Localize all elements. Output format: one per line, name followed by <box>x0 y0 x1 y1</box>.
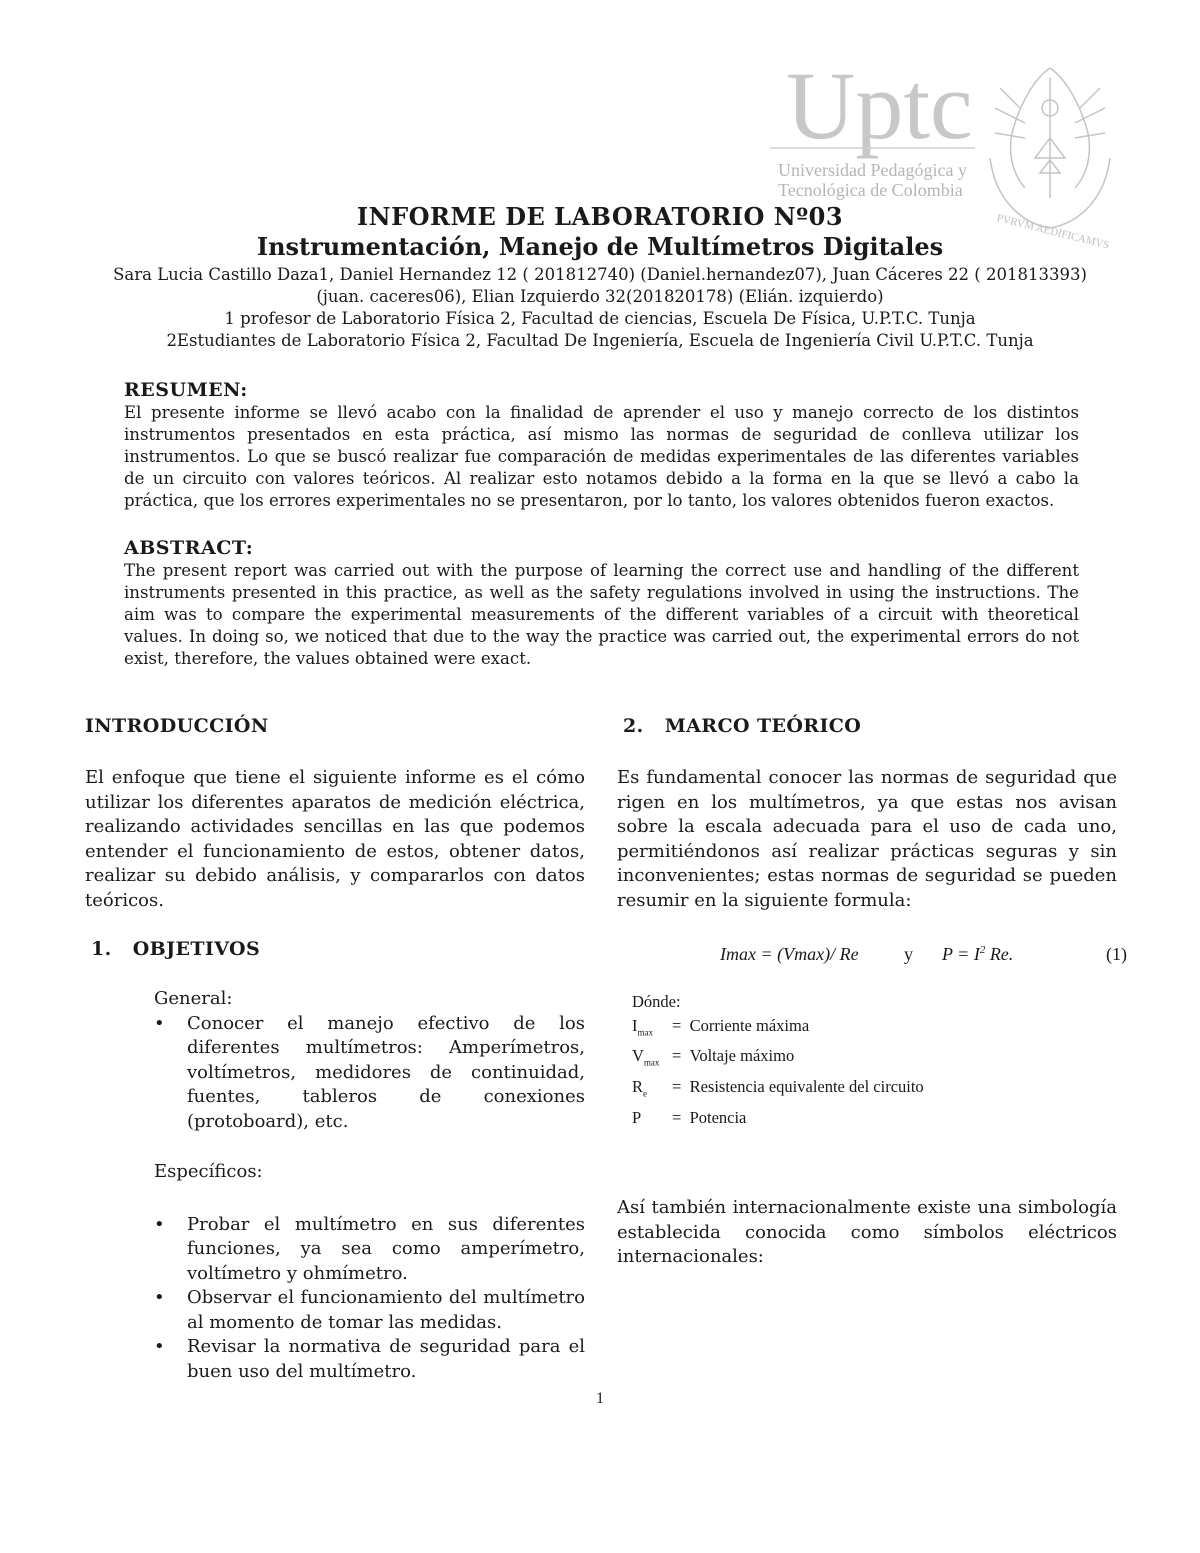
especificos-label: Específicos: <box>154 1161 263 1182</box>
formula-1 <box>720 944 1130 972</box>
introduccion-section <box>85 714 585 913</box>
authors-line-2: (juan. caceres06), Elian Izquierdo 32(201820178) (Elián. izquierdo) <box>316 287 884 306</box>
legend-symbol: I <box>632 1015 638 1035</box>
legend-subscript: max <box>643 1057 660 1068</box>
legend-desc: Voltaje máximo <box>689 1046 795 1066</box>
especificos-list <box>154 1213 585 1385</box>
formula-power-a: P = I <box>942 944 980 964</box>
formula-power-exp: 2 <box>979 944 986 956</box>
formula-power <box>942 944 1013 965</box>
formula-legend <box>632 990 924 1137</box>
legend-eq: = <box>672 1107 682 1127</box>
marco-heading <box>617 714 1117 738</box>
logo-wordmark: Uptc <box>786 52 973 159</box>
especificos-item: • Revisar la normativa de seguridad para el buen uso del multímetro. <box>154 1335 585 1384</box>
objetivos-especificos <box>154 1160 585 1384</box>
legend-row <box>632 1075 924 1106</box>
legend-eq: = <box>672 1046 682 1066</box>
legend-desc: Corriente máxima <box>689 1015 810 1035</box>
legend-symbol: P <box>632 1107 642 1127</box>
especificos-item: • Probar el multímetro en sus diferentes funciones, ya sea como amperímetro, voltímetro y ohmímetro. <box>154 1213 585 1287</box>
legend-symbol: R <box>632 1077 644 1097</box>
legend-eq: = <box>672 1015 682 1035</box>
affiliation-2: 2Estudiantes de Laboratorio Física 2, Facultad De Ingeniería, Escuela de Ingeniería Civil U.P.T.C. Tunja <box>166 331 1034 350</box>
general-list <box>154 1012 585 1135</box>
marco-text: Es fundamental conocer las normas de seguridad que rigen en los multímetros, ya que estas nos avisan sobre la escala adecuada para el uso de cada uno, permitiéndonos así realizar prácticas seguras y sin inconvenientes; estas normas de seguridad se pueden resumir en la siguiente formula: <box>617 767 1117 911</box>
legend-subscript: max <box>637 1026 653 1037</box>
abstract-section <box>124 536 1079 670</box>
paper-title: INFORME DE LABORATORIO Nº03 <box>356 202 844 231</box>
especificos-item: • Observar el funcionamiento del multímetro al momento de tomar las medidas. <box>154 1286 585 1335</box>
legend-desc: Resistencia equivalente del circuito <box>689 1077 924 1097</box>
objetivos-number: 1. <box>91 938 112 960</box>
resumen-text: El presente informe se llevó acabo con la finalidad de aprender el uso y manejo correcto de los distintos instrumentos presentados en esta práctica, así mismo las normas de seguridad de conlleva utilizar los instrumentos. Lo que se buscó realizar fue comparación de medidas experimentales de las diferentes variables de un circuito con valores teóricos. Al realizar esto notamos debido a la forma en la que se llevó a cabo la práctica, que los errores experimentales no se presentaron, por lo tanto, los valores obtenidos fueron exactos. <box>124 403 1079 510</box>
affiliation-1: 1 profesor de Laboratorio Física 2, Facultad de ciencias, Escuela De Física, U.P.T.C. Tunja <box>224 309 976 328</box>
formula-number: (1) <box>1106 944 1127 964</box>
legend-row <box>632 1044 924 1075</box>
formula-power-b: Re. <box>985 944 1014 964</box>
introduccion-heading: INTRODUCCIÓN <box>85 715 269 737</box>
logo-line2: Tecnológica de Colombia <box>778 180 963 200</box>
paper-subtitle: Instrumentación, Manejo de Multímetros Digitales <box>256 232 944 261</box>
objetivos-heading <box>85 937 585 961</box>
legend-title: Dónde: <box>632 992 681 1011</box>
objetivos-general <box>154 987 585 1134</box>
formula-y: y <box>904 944 913 964</box>
simbologia-text: Así también internacionalmente existe una simbología establecida conocida como símbolos eléctricos internacionales: <box>617 1197 1117 1267</box>
resumen-heading: RESUMEN: <box>124 379 248 401</box>
general-item: • Conocer el manejo efectivo de los diferentes multímetros: Amperímetros, voltímetros, medidores de continuidad, fuentes, tableros de conexiones (protoboard), etc. <box>154 1012 585 1135</box>
formula-imax: Imax = (Vmax)/ Re <box>720 944 859 964</box>
abstract-heading: ABSTRACT: <box>124 537 254 559</box>
legend-subscript: e <box>643 1088 648 1099</box>
legend-desc: Potencia <box>689 1107 747 1127</box>
simbologia-paragraph <box>617 1196 1117 1270</box>
general-label: General: <box>154 988 233 1009</box>
abstract-text: The present report was carried out with the purpose of learning the correct use and handling of the different instruments presented in this practice, as well as the safety regulations involved in using the instructions. The aim was to compare the experimental measurements of the different variables of a circuit with theoretical values. In doing so, we noticed that due to the way the practice was carried out, the experimental errors do not exist, therefore, the values obtained were exact. <box>124 561 1079 668</box>
marco-number: 2. <box>623 715 644 737</box>
legend-eq: = <box>672 1077 682 1097</box>
logo-line1: Universidad Pedagógica y <box>778 160 967 180</box>
paper-header <box>60 202 1140 352</box>
objetivos-section <box>85 937 585 1384</box>
resumen-section <box>124 378 1079 512</box>
legend-row <box>632 1014 924 1045</box>
marco-teorico-section <box>617 714 1117 913</box>
legend-symbol: V <box>632 1046 644 1066</box>
introduccion-text: El enfoque que tiene el siguiente informe es el cómo utilizar los diferentes aparatos de medición eléctrica, realizando actividades sencillas en las que podemos entender el funcionamiento de estos, obtener datos, realizar su debido análisis, y compararlos con datos teóricos. <box>85 767 585 911</box>
legend-row <box>632 1106 924 1137</box>
author-block <box>60 264 1140 352</box>
authors-line-1: Sara Lucia Castillo Daza1, Daniel Hernandez 12 ( 201812740) (Daniel.hernandez07), Juan Cáceres 22 ( 201813393) <box>113 265 1087 284</box>
objetivos-title: OBJETIVOS <box>132 938 261 960</box>
seal-motto: PVRVM AEDIFICAMVS <box>995 212 1111 248</box>
marco-title: MARCO TEÓRICO <box>664 715 862 737</box>
page-number: 1 <box>596 1390 604 1407</box>
